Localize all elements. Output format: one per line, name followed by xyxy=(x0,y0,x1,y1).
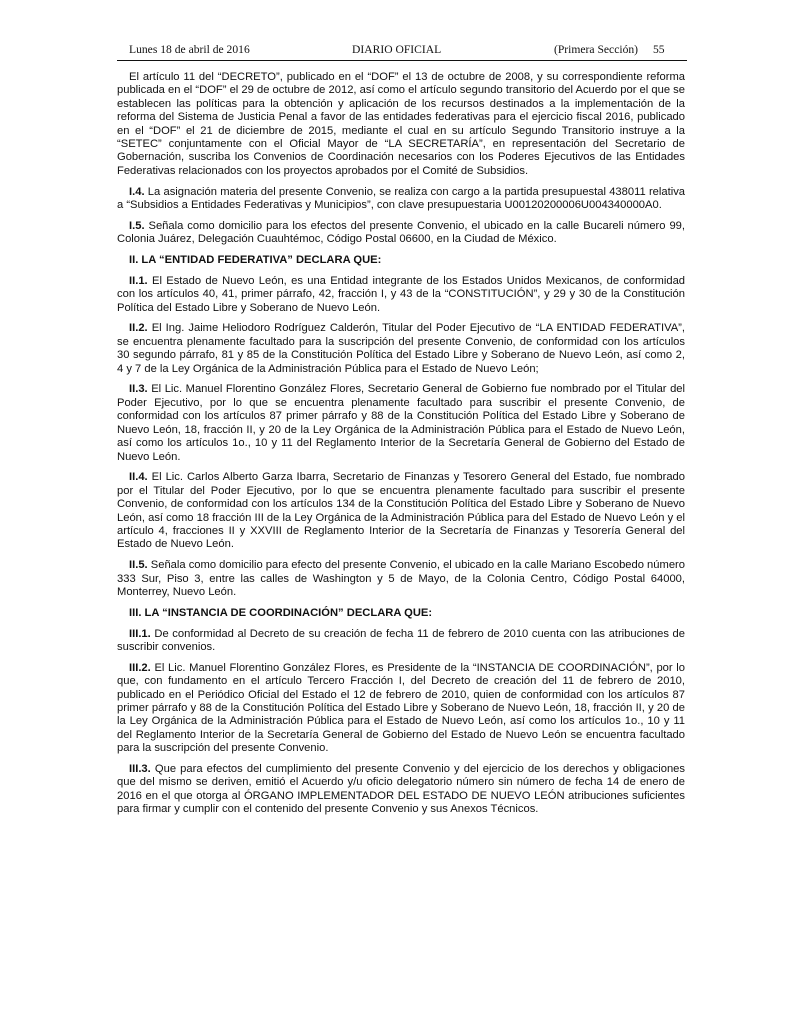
section-heading-text: III. LA “INSTANCIA DE COORDINACIÓN” DECLARA QUE: xyxy=(129,606,433,619)
paragraph xyxy=(117,186,685,213)
paragraph xyxy=(117,71,685,178)
header-rule xyxy=(117,60,687,61)
page-header xyxy=(117,43,687,61)
paragraph xyxy=(117,275,685,315)
paragraph-text: Señala como domicilio para efecto del presente Convenio, el ubicado en la calle Mariano Escobedo número 333 Sur, Piso 3, entre las calles de Washington y 5 de Mayo, de la Colonia Centro, Código Postal 64000, Monterrey, Nuevo León. xyxy=(117,559,685,598)
paragraph-text: La asignación materia del presente Convenio, se realiza con cargo a la partida presupuestal 438011 relativa a “Subsidios a Entidades Federativas y Municipios”, con clave presupuestaria U00120200006U004340000A0. xyxy=(117,185,686,212)
paragraph-label: III.2. xyxy=(129,661,151,674)
document-body xyxy=(117,71,685,824)
paragraph xyxy=(117,628,685,655)
paragraph-text: El Lic. Carlos Alberto Garza Ibarra, Secretario de Finanzas y Tesorero General del Estado, fue nombrado por el Titular del Poder Ejecutivo, por lo que se encuentra plenamente facultado para suscribir el presente Convenio, de conformidad con los artículos 134 de la Constitución Política del Estado Libre y Soberano de Nuevo León, así como 18 fracción III de la Ley Orgánica de la Administración Pública para del Estado de Nuevo León y el artículo 4, fracciones II y XXVIII de Reglamento Interior de la Secretaría de Finanzas y Tesorería General del Estado de Nuevo León. xyxy=(117,471,685,551)
paragraph xyxy=(117,471,685,551)
paragraph xyxy=(117,662,685,756)
paragraph-label: III.1. xyxy=(129,627,151,640)
paragraph-label: II.1. xyxy=(129,274,148,287)
section-heading xyxy=(117,607,685,620)
paragraph xyxy=(117,763,685,817)
paragraph-label: II.5. xyxy=(129,559,148,572)
paragraph-text: El Estado de Nuevo León, es una Entidad integrante de los Estados Unidos Mexicanos, de conformidad con los artículos 40, 41, primer párrafo, 42, fracción I, y 43 de la “CONSTITUCIÓN”, y 29 y 30 de la Constitución Política del Estado Libre y Soberano de Nuevo León. xyxy=(117,274,686,314)
paragraph-text: El Lic. Manuel Florentino González Flores, Secretario General de Gobierno fue nombrado por el Titular del Poder Ejecutivo, por lo que se encuentra plenamente facultado para suscribir el presente Convenio, de conformidad con los artículos 87 primer párrafo y 88 de la Constitución Política del Estado Libre y Soberano de Nuevo León, 18, fracción II, y 20 de la Ley Orgánica de la Administración Pública para el Estado de Nuevo León, así como los artículos 1o., 10 y 11 del Reglamento Interior de la Secretaría General de Gobierno del Estado de Nuevo León. xyxy=(117,383,685,463)
header-page-number: 55 xyxy=(653,43,665,56)
paragraph-text: Que para efectos del cumplimiento del presente Convenio y del ejercicio de los derechos y obligaciones que del mismo se deriven, emitió el Acuerdo y/u oficio delegatorio número sin número de fecha 14 de enero de 2016 en el que otorga al ÓRGANO IMPLEMENTADOR DEL ESTADO DE NUEVO LEÓN atribuciones suficientes para firmar y cumplir con el contenido del presente Convenio y sus Anexos Técnicos. xyxy=(117,762,686,816)
paragraph-text: El Ing. Jaime Heliodoro Rodríguez Calderón, Titular del Poder Ejecutivo de “LA ENTIDAD FEDERATIVA”, se encuentra plenamente facultado para la suscripción del presente Convenio, de conformidad con los artículos 30 segundo párrafo, 81 y 85 de la Constitución Política del Estado Libre y Soberano de Nuevo León, así como 2, 4 y 7 de la Ley Orgánica de la Administración Pública para el Estado de Nuevo León; xyxy=(117,322,686,375)
paragraph-text: De conformidad al Decreto de su creación de fecha 11 de febrero de 2010 cuenta con las atribuciones de suscribir convenios. xyxy=(117,627,686,653)
paragraph xyxy=(117,383,685,463)
paragraph-label: I.5. xyxy=(129,219,145,232)
paragraph-label: III.3. xyxy=(129,762,151,775)
section-heading xyxy=(117,254,685,267)
paragraph xyxy=(117,322,685,376)
paragraph-text: El Lic. Manuel Florentino González Flores, es Presidente de la “INSTANCIA DE COORDINACIÓN”, por lo que, con fundamento en el artículo Tercero Fracción I, del Decreto de creación del 11 de febrero de 2010, publicado en el Periódico Oficial del Estado el 12 de febrero de 2010, quien de conformidad con los artículos 87 primer párrafo y 88 de la Constitución Política del Estado Libre y Soberano de Nuevo León, 18, fracción II, y 20 de la Ley Orgánica de la Administración Pública para el Estado de Nuevo León, así como los artículos 1o., 10 y 11 del Reglamento Interior de la Secretaría General de Gobierno del Estado de Nuevo León se encuentra facultado para la suscripción del presente Convenio. xyxy=(117,661,685,755)
paragraph-label: II.2. xyxy=(129,322,148,335)
paragraph-label: I.4. xyxy=(129,185,145,198)
paragraph-text: Señala como domicilio para los efectos del presente Convenio, el ubicado en la calle Bucareli número 99, Colonia Juárez, Delegación Cuauhtémoc, Código Postal 06600, en la Ciudad de México. xyxy=(117,219,685,246)
paragraph-text: El artículo 11 del “DECRETO”, publicado en el “DOF” el 13 de octubre de 2008, y su correspondiente reforma publicada en el “DOF” el 29 de octubre de 2012, así como el artículo segundo transitorio del Acuerdo por el que se establecen las políticas para la obtención y aplicación de los recursos destinados a la implementación de la reforma del Sistema de Justicia Penal a favor de las entidades federativas para el ejercicio fiscal 2016, publicado en el “DOF” el 21 de diciembre de 2015, mediante el cual en su artículo Segundo Transitorio instruye a la “SETEC” conjuntamente con el Oficial Mayor de “LA SECRETARÍA”, en representación del Secretario de Gobernación, suscriba los Convenios de Coordinación necesarios con los Poderes Ejecutivos de las Entidades Federativas relacionados con los proyectos aprobados por el Comité de Subsidios. xyxy=(117,71,685,177)
header-section: (Primera Sección) xyxy=(554,43,639,56)
header-date: Lunes 18 de abril de 2016 xyxy=(129,43,250,56)
paragraph xyxy=(117,220,685,247)
paragraph xyxy=(117,559,685,599)
header-title: DIARIO OFICIAL xyxy=(352,43,442,56)
paragraph-label: II.3. xyxy=(129,383,148,396)
paragraph-label: II.4. xyxy=(129,471,148,484)
section-heading-text: II. LA “ENTIDAD FEDERATIVA” DECLARA QUE: xyxy=(129,254,382,267)
